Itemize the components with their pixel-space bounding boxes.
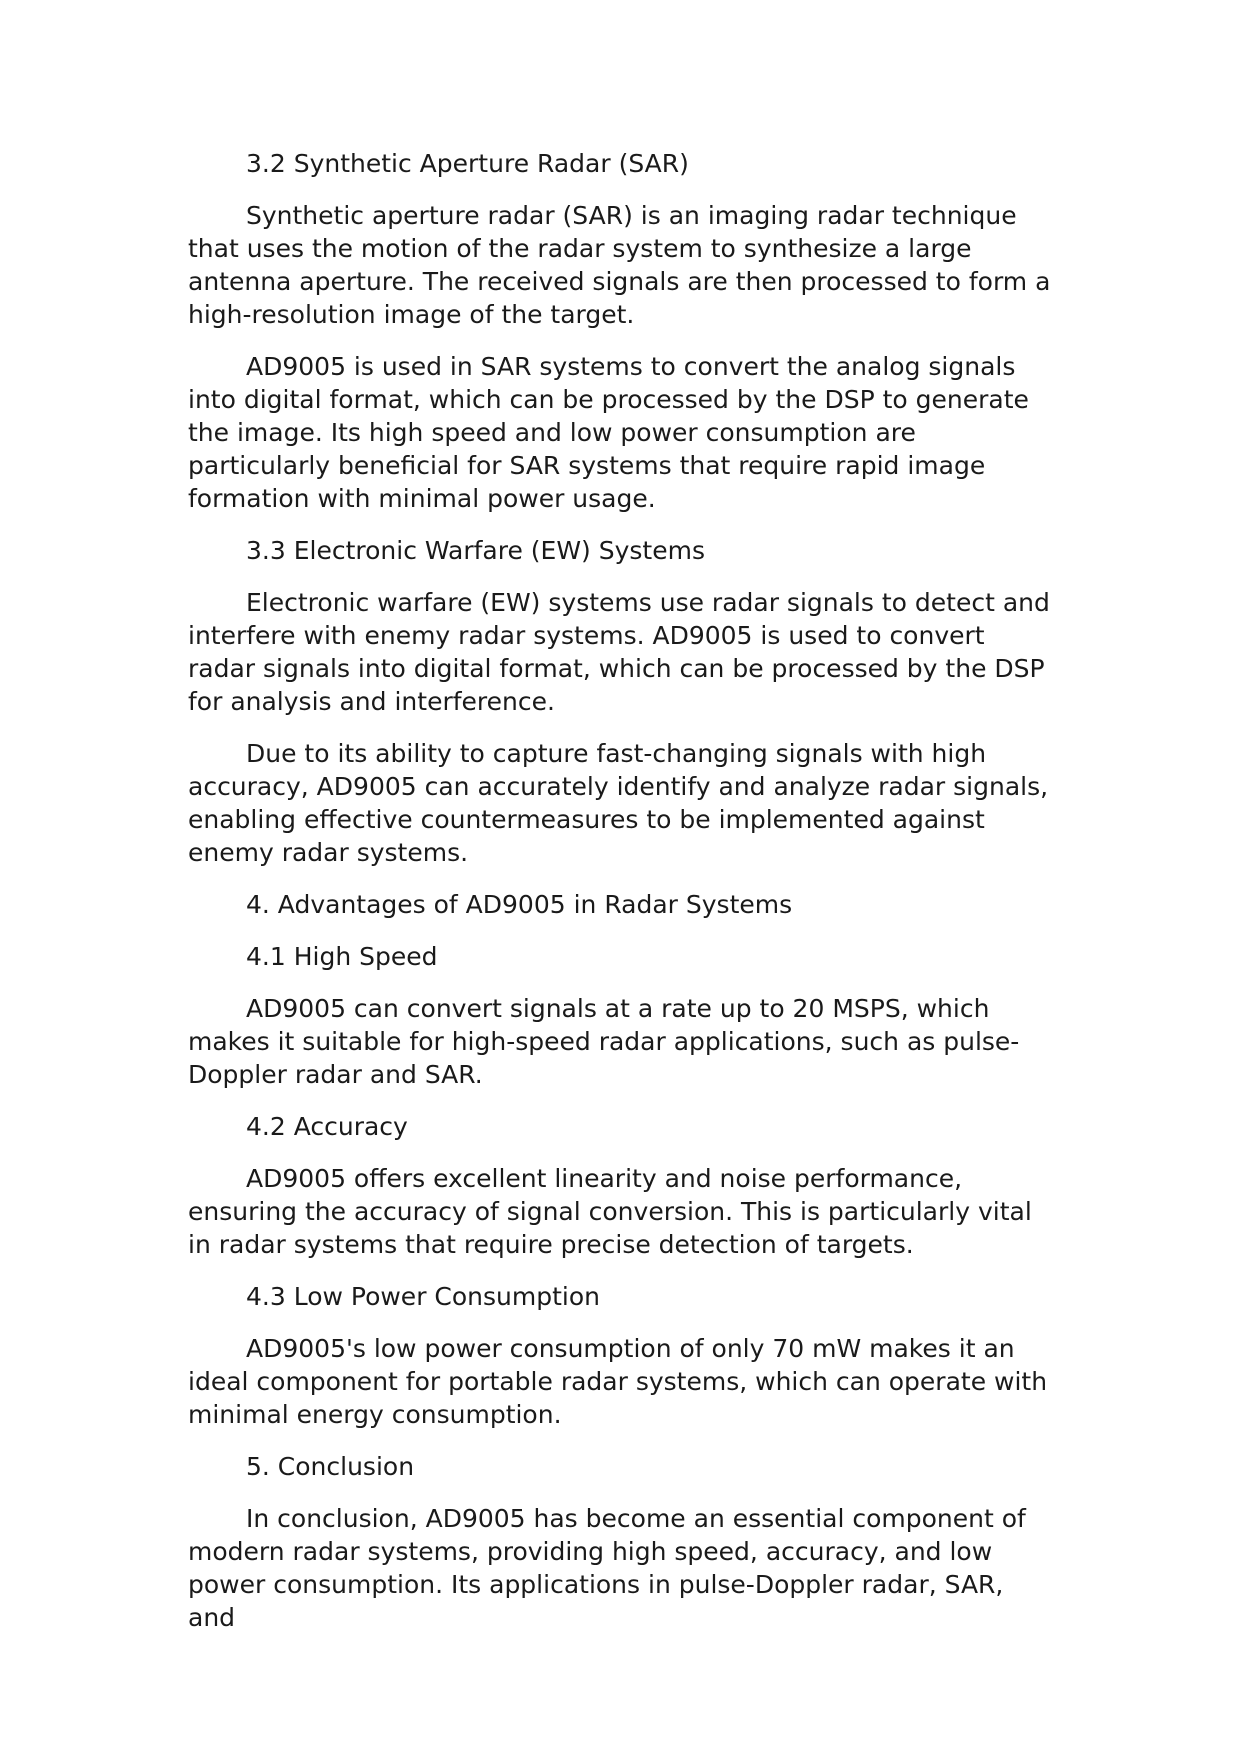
paragraph-sar-ad9005: AD9005 is used in SAR systems to convert the analog signals into digital format, which can be processed by the DSP to generate the image. Its high speed and low power consumption are particularly beneficial for SAR systems that require rapid image formation with minimal power usage.: [188, 352, 1029, 513]
paragraph-low-power: AD9005's low power consumption of only 70 mW makes it an ideal component for portable radar systems, which can operate with minimal energy consumption.: [188, 1334, 1048, 1429]
section-heading-3-2: 3.2 Synthetic Aperture Radar (SAR): [246, 149, 689, 178]
section-heading-4: 4. Advantages of AD9005 in Radar Systems: [246, 890, 793, 919]
paragraph-ew-definition: Electronic warfare (EW) systems use radar signals to detect and interfere with enemy radar systems. AD9005 is used to convert radar signals into digital format, which can be processed by the DSP for analysis and interference.: [188, 588, 1050, 716]
section-heading-4-3: 4.3 Low Power Consumption: [246, 1282, 600, 1311]
paragraph-ew-ad9005: Due to its ability to capture fast-changing signals with high accuracy, AD9005 can accurately identify and analyze radar signals, enabling effective countermeasures to be implemented against enemy radar systems.: [188, 739, 1049, 867]
section-heading-5: 5. Conclusion: [246, 1452, 415, 1481]
paragraph-sar-definition: Synthetic aperture radar (SAR) is an imaging radar technique that uses the motion of the radar system to synthesize a large antenna aperture. The received signals are then processed to form a high-resolution image of the target.: [188, 201, 1051, 329]
paragraph-accuracy: AD9005 offers excellent linearity and noise performance, ensuring the accuracy of signal conversion. This is particularly vital in radar systems that require precise detection of targets.: [188, 1164, 1032, 1259]
section-heading-3-3: 3.3 Electronic Warfare (EW) Systems: [246, 536, 705, 565]
paragraph-conclusion: In conclusion, AD9005 has become an essential component of modern radar systems, providing high speed, accuracy, and low power consumption. Its applications in pulse-Doppler radar, SAR, and: [188, 1504, 1026, 1632]
paragraph-high-speed: AD9005 can convert signals at a rate up to 20 MSPS, which makes it suitable for high-speed radar applications, such as pulse-Doppler radar and SAR.: [188, 994, 1020, 1089]
section-heading-4-2: 4.2 Accuracy: [246, 1112, 408, 1141]
section-heading-4-1: 4.1 High Speed: [246, 942, 438, 971]
document-body: [188, 147, 1058, 1653]
